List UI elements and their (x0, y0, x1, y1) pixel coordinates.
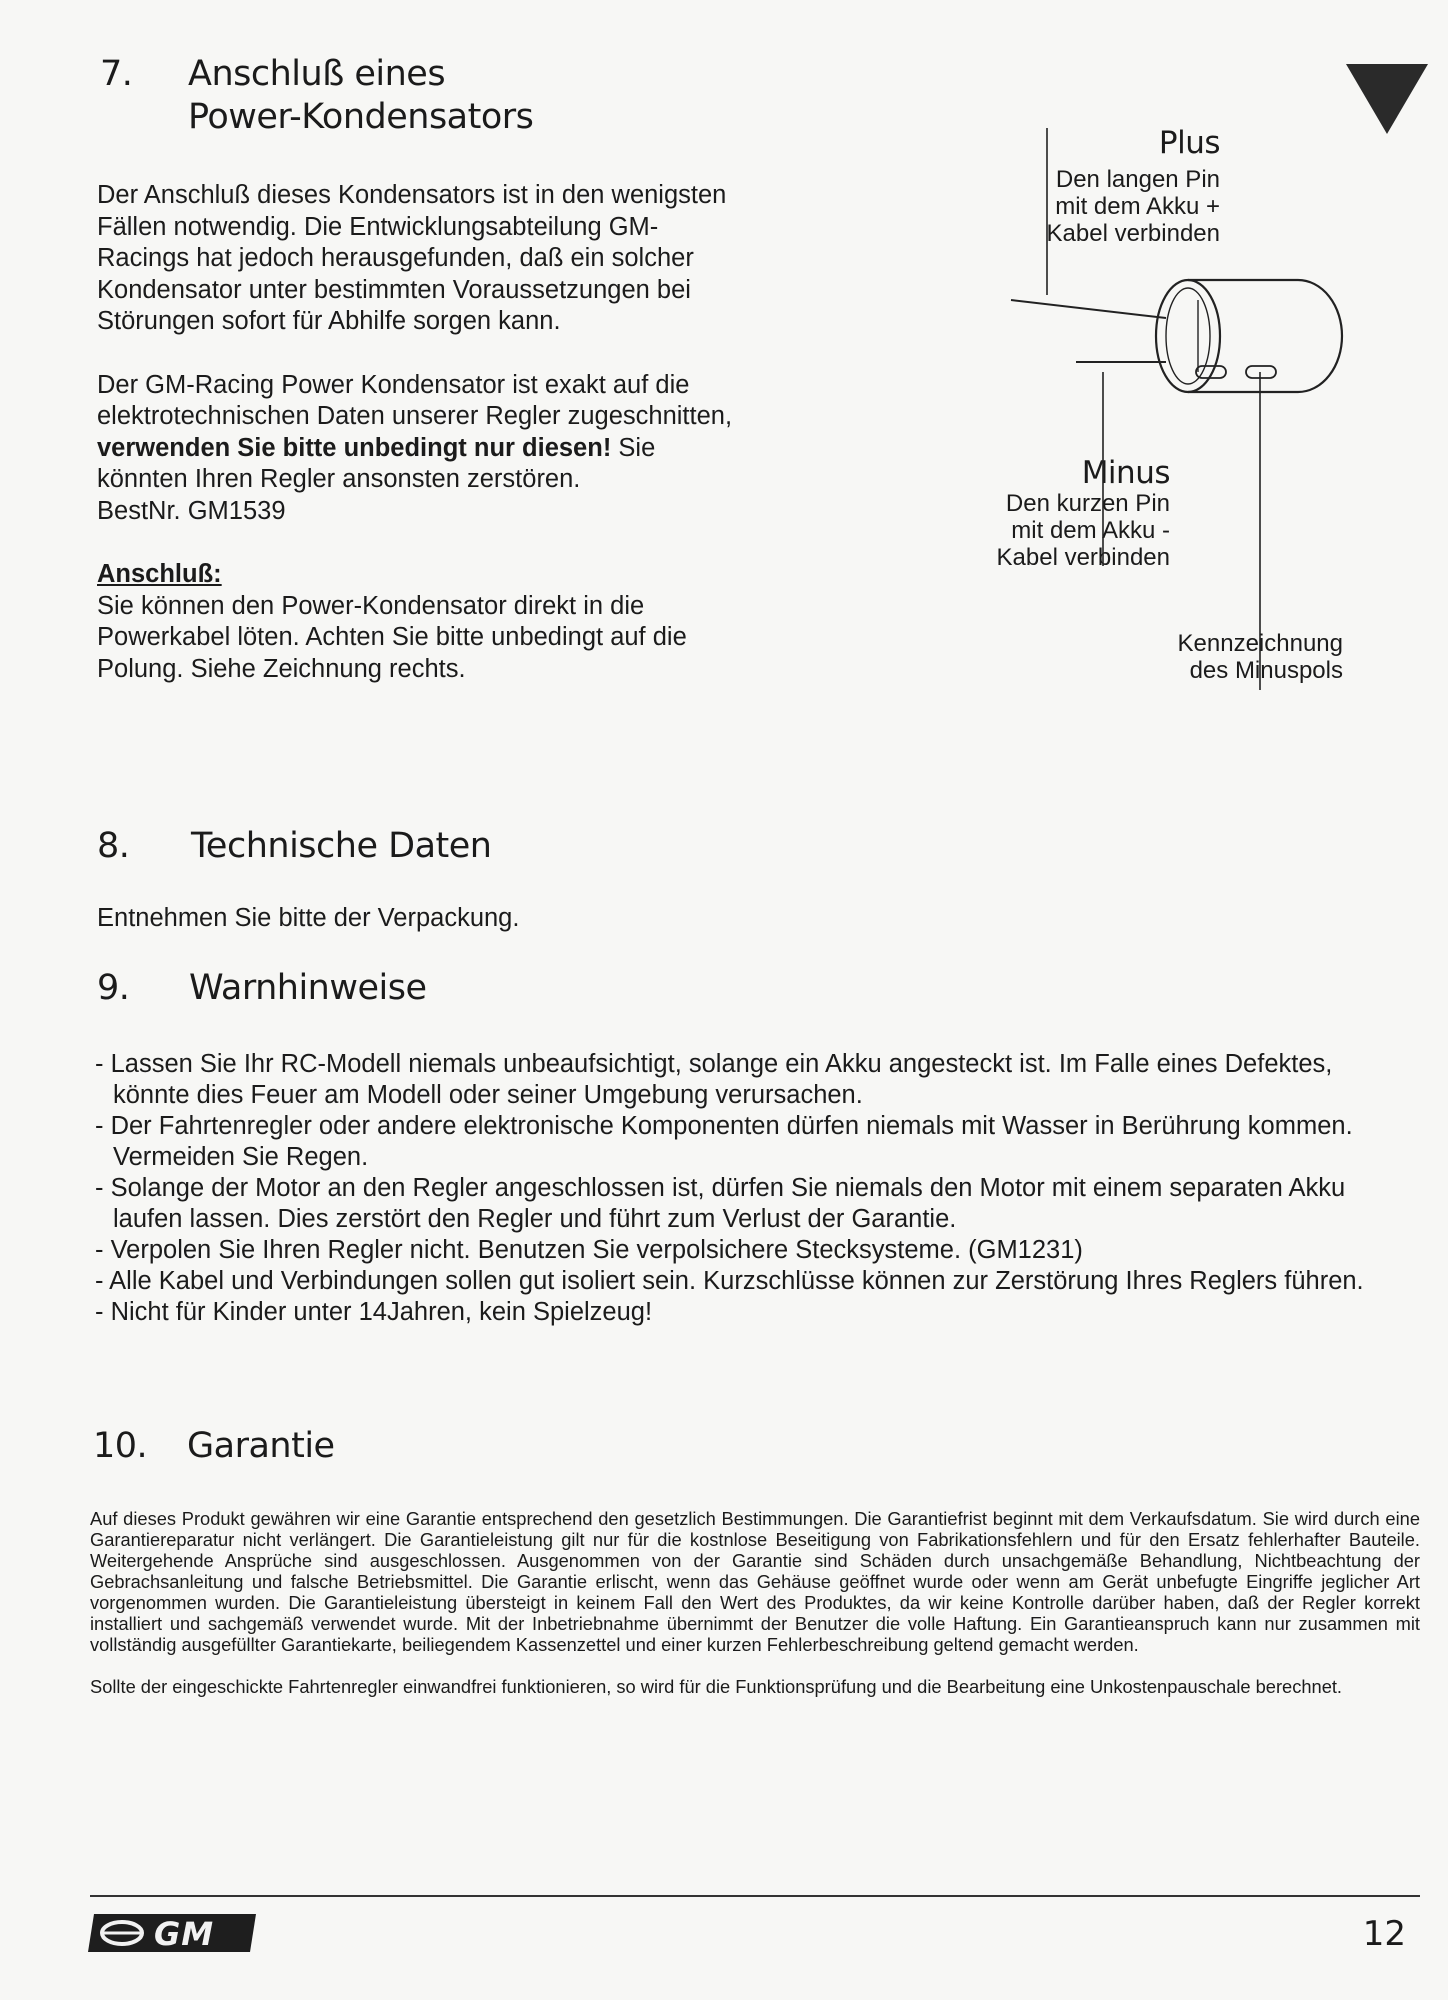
warranty-paragraph-2: Sollte der eingeschickte Fahrtenregler einwandfrei funktionieren, so wird für die Funktionsprüfung und die Bearbeitung eine Unkostenpauschale berechnet. (90, 1676, 1343, 1697)
connection-text: Sie können den Power-Kondensator direkt in die Powerkabel löten. Achten Sie bitte unbedingt auf die Polung. Siehe Zeichnung rechts. (97, 591, 687, 683)
warranty-paragraph-1: Auf dieses Produkt gewähren wir eine Garantie entsprechend den gesetzlich Bestimmungen. Die Garantiefrist beginnt mit dem Verkaufsdatum. Sie wird durch eine Garantiereparatur nicht verlängert. Die Garantieleistung gilt nur für die kostnlose Beseitigung von Fabrikationsfehlern und für den Ersatz fehlerhafter Bauteile. Weitergehende Ansprüche sind ausgeschlossen. Ausgenommen von der Garantie sind Schäden durch unsachgemäße Behandlung, Nichtbeachtung der Gebrachsanleitung und falsche Betriebsmittel. Die Garantie erlischt, wenn das Gehäuse geöffnet wurde oder wenn am Gerät unbefugte Eingriffe jeglicher Art vorgenommen wurden. Die Garantieleistung übersteigt in keinem Fall den Wert des Produktes, da wir keine Kontrolle darüber haben, daß der Regler korrekt installiert und sachgemäß verwendet wurde. Mit der Inbetriebnahme übernimmt der Benutzer die volle Haftung. Ein Garantieanspruch kann nur zusammen mit vollständig ausgefüllter Garantiekarte, beiliegendem Kassenzettel und einer kurzen Fehlerbeschreibung geltend gemacht werden. (90, 1508, 1420, 1655)
paragraph-2-bold-warning: verwenden Sie bitte unbedingt nur diesen! (97, 433, 612, 462)
section-7-paragraph-1: Der Anschluß dieses Kondensators ist in den wenigsten Fällen notwendig. Die Entwicklungsabteilung GM-Racings hat jedoch herausgefunden, daß ein solcher Kondensator unter bestimmten Voraussetzungen bei Störungen sofort für Abhilfe sorgen kann. (97, 181, 727, 335)
section-10-heading (93, 1426, 335, 1466)
plus-line-1: Den langen Pin (1055, 166, 1220, 193)
section-8-number: 8. (97, 826, 130, 866)
plus-line-2: mit dem Akku + (1055, 193, 1220, 220)
warning-item: - Verpolen Sie Ihren Regler nicht. Benutzen Sie verpolsichere Stecksysteme. (GM1231) (95, 1236, 1083, 1264)
section-9-title: Warnhinweise (189, 968, 427, 1008)
order-number: BestNr. GM1539 (97, 496, 286, 525)
warning-item: - Lassen Sie Ihr RC-Modell niemals unbeaufsichtigt, solange ein Akku angesteckt ist. Im Falle eines Defektes, könnte dies Feuer am Modell oder seiner Umgebung verursachen. (95, 1050, 1333, 1109)
long-pin-lead (1011, 300, 1166, 318)
section-9-heading (97, 968, 427, 1008)
marking-line-1: Kennzeichnung (1177, 630, 1343, 657)
section-10-body (90, 1508, 1420, 1697)
section-8-body (97, 903, 997, 935)
warning-item: - Nicht für Kinder unter 14Jahren, kein Spielzeug! (95, 1298, 653, 1326)
section-8-text: Entnehmen Sie bitte der Verpackung. (97, 904, 520, 932)
section-8-heading (97, 826, 491, 866)
connection-heading-text: Anschluß: (97, 560, 222, 588)
triangle-marker-icon (1346, 64, 1428, 134)
plus-title: Plus (1158, 125, 1220, 161)
gm-logo-text: GM (154, 1915, 215, 1953)
section-7-title-line1: Anschluß eines (188, 54, 446, 94)
minus-line-2: mit dem Akku - (1011, 517, 1170, 544)
page-number: 12 (1362, 1914, 1406, 1954)
minus-line-3: Kabel verbinden (996, 544, 1170, 571)
plus-line-3: Kabel verbinden (1046, 220, 1220, 247)
capacitor-icon (1156, 280, 1342, 392)
section-10-number: 10. (93, 1426, 148, 1466)
section-7-title-line2: Power-Kondensators (188, 97, 534, 137)
minus-line-1: Den kurzen Pin (1005, 490, 1170, 517)
gm-logo (88, 1912, 258, 1954)
marking-line-2: des Minuspols (1189, 657, 1343, 684)
section-8-title: Technische Daten (191, 826, 492, 866)
section-9-number: 9. (97, 968, 130, 1008)
warning-item: - Der Fahrtenregler oder andere elektronische Komponenten dürfen niemals mit Wasser in Berührung kommen. Vermeiden Sie Regen. (95, 1112, 1353, 1171)
warning-item: - Solange der Motor an den Regler angeschlossen ist, dürfen Sie niemals den Motor mit einem separaten Akku laufen lassen. Dies zerstört den Regler und führt zum Verlust der Garantie. (95, 1174, 1346, 1233)
section-7-number: 7. (100, 54, 133, 94)
section-10-title: Garantie (187, 1426, 335, 1466)
footer-divider (90, 1895, 1420, 1897)
warning-list (95, 1049, 1395, 1328)
paragraph-2-text: Der GM-Racing Power Kondensator ist exakt auf die elektrotechnischen Daten unserer Regler zugeschnitten, (97, 370, 733, 430)
warning-item: - Alle Kabel und Verbindungen sollen gut isoliert sein. Kurzschlüsse können zur Zerstörung Ihres Reglers führen. (95, 1267, 1364, 1295)
minus-title: Minus (1081, 455, 1170, 491)
paragraph-2-text-end: Sie könnten Ihren Regler ansonsten zerstören. (97, 433, 656, 493)
